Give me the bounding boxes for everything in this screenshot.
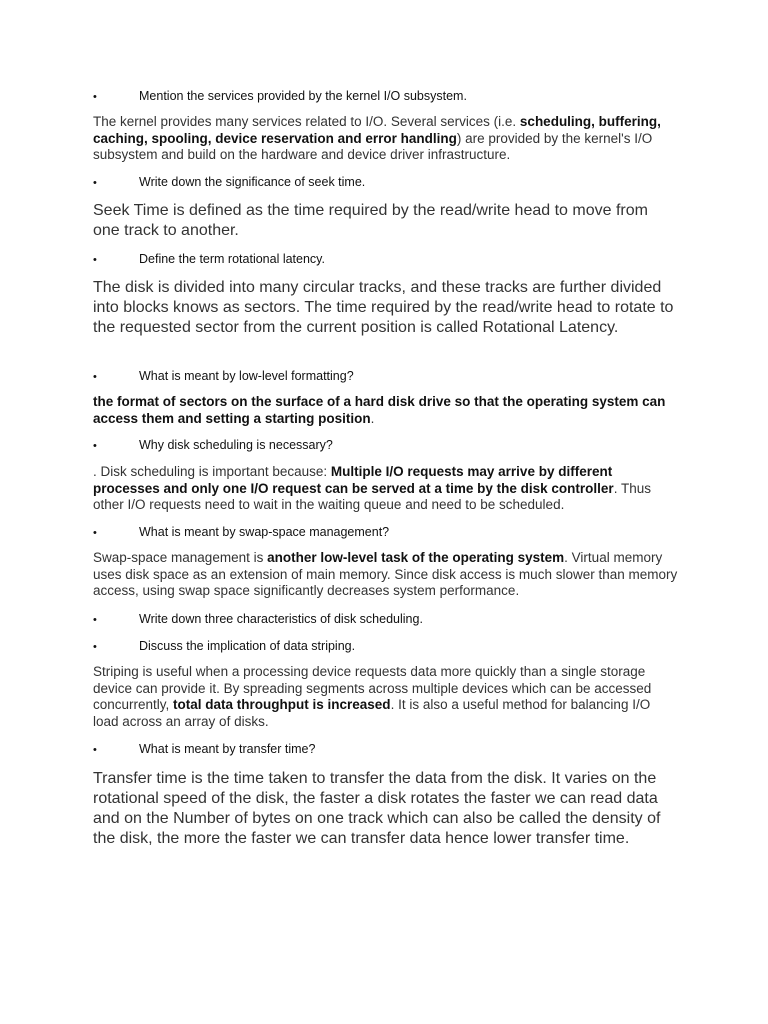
answer-bold-run: the format of sectors on the surface of a hard disk drive so that the operating system can access them and setting a starting position: [93, 394, 666, 426]
answer-text-run: . Virtual memory uses disk space as an extension of main memory. Since disk access is much slower than memory access, using swap space significantly decreases system performance.: [93, 550, 678, 599]
answer-swap-space: [93, 550, 679, 600]
answer-bold-run: total data throughput is increased: [173, 697, 391, 713]
answer-text-run: .: [370, 410, 375, 426]
question-text: What is meant by swap-space management?: [139, 525, 390, 539]
bullet: •: [93, 254, 97, 266]
question-seek-time: [93, 174, 693, 191]
question-rotational-latency: [93, 251, 693, 268]
answer-text-run: The kernel provides many services related to I/O. Several services (i.e.: [93, 114, 520, 129]
answer-text-run: . Thus other I/O requests need to wait in the waiting queue and need to be scheduled.: [93, 480, 651, 513]
question-disk-scheduling-necessity: [93, 437, 693, 454]
question-text: What is meant by transfer time?: [139, 742, 316, 756]
answer-text-run: Swap-space management is: [93, 550, 268, 565]
question-text: Write down three characteristics of disk scheduling.: [139, 612, 423, 626]
bullet: •: [93, 614, 97, 626]
bullet: •: [93, 440, 97, 452]
bullet: •: [93, 91, 97, 103]
question-text: Why disk scheduling is necessary?: [139, 438, 333, 452]
question-kernel-io-services: [93, 88, 693, 105]
answer-bold-run: another low-level task of the operating system: [267, 550, 565, 565]
question-disk-scheduling-characteristics: [93, 611, 693, 628]
question-swap-space: [93, 524, 693, 541]
answer-transfer-time: [93, 769, 679, 849]
question-text: Define the term rotational latency.: [139, 252, 325, 266]
answer-bold-run: Multiple I/O requests may arrive by different processes and only one I/O request can be served at a time by the disk controller: [93, 464, 614, 496]
answer-kernel-io-services: [93, 114, 679, 164]
question-text: Mention the services provided by the kernel I/O subsystem.: [139, 89, 467, 103]
question-text: Discuss the implication of data striping.: [139, 639, 356, 653]
answer-bold-run: scheduling, buffering, caching, spooling, device reservation and error handling: [93, 114, 661, 146]
question-text: Write down the significance of seek time.: [139, 175, 366, 189]
answer-seek-time: [93, 201, 679, 241]
answer-text-run: . It is also a useful method for balancing I/O load across an array of disks.: [93, 697, 651, 730]
answer-text-run: Striping is useful when a processing device requests data more quickly than a single storage device can provide it. By spreading segments across multiple devices which can be accessed concurrently,: [93, 664, 652, 713]
answer-rotational-latency: [93, 278, 679, 338]
bullet: •: [93, 527, 97, 539]
answer-low-level-formatting: [93, 394, 679, 427]
answer-text-run: The disk is divided into many circular tracks, and these tracks are further divided into blocks knows as sectors. The time required by the read/write head to rotate to the requested sector from the current position is called Rotational Latency.: [93, 279, 674, 336]
bullet: •: [93, 744, 97, 756]
answer-text-run: ) are provided by the kernel's I/O subsystem and build on the hardware and device driver infrastructure.: [93, 130, 653, 163]
bullet: •: [93, 371, 97, 383]
answer-text-run: . Disk scheduling is important because:: [93, 464, 331, 479]
question-data-striping: [93, 638, 693, 655]
question-transfer-time: [93, 741, 693, 758]
answer-text-run: Seek Time is defined as the time required by the read/write head to move from one track to another.: [93, 202, 648, 239]
bullet: •: [93, 641, 97, 653]
answer-data-striping: [93, 664, 679, 731]
answer-disk-scheduling-necessity: [93, 464, 679, 514]
bullet: •: [93, 177, 97, 189]
answer-text-run: Transfer time is the time taken to transfer the data from the disk. It varies on the rotational speed of the disk, the faster a disk rotates the faster we can read data and on the Number of bytes on one track which can also be called the density of the disk, the more the faster we can transfer data hence lower transfer time.: [93, 770, 661, 847]
question-text: What is meant by low-level formatting?: [139, 369, 354, 383]
question-low-level-formatting: [93, 368, 693, 385]
